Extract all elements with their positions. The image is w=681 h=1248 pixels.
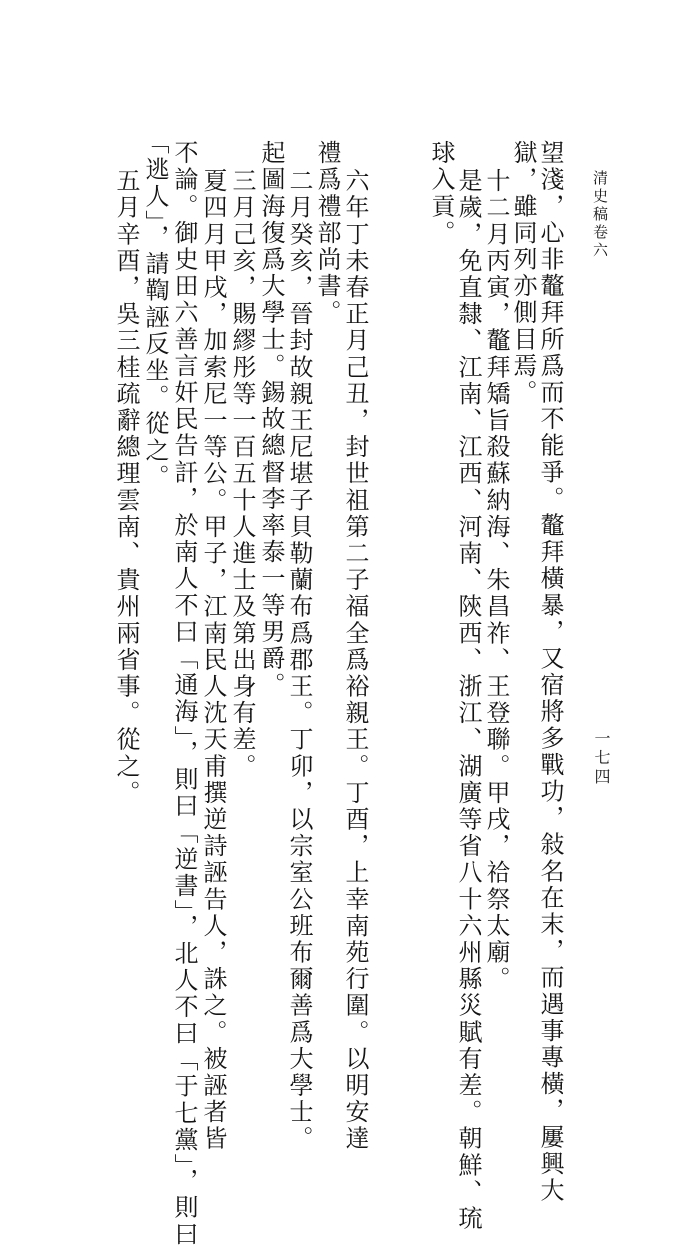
text-column-9: 起圖海復爲大學士。錫故總督李率泰一等男爵。 (257, 140, 285, 699)
text-column-2: 獄，雖同列亦側目焉。 (509, 140, 537, 406)
text-column-1: 望淺，心非鼇拜所爲而不能爭。鼇拜橫暴，又宿將多戰功，敍名在末，而遇事專橫，屢興大 (536, 140, 564, 1204)
text-column-6: 六年丁未春正月己丑，封世祖第二子福全爲裕親王。丁酉，上幸南苑行圍。以明安達 (341, 168, 369, 1153)
text-column-13: 「逃人」，請鞫誣反坐。從之。 (141, 130, 169, 491)
running-title: 清史稿卷六 (591, 170, 609, 260)
text-column-5: 球入貢。 (427, 140, 455, 247)
text-column-11: 夏四月甲戌，加索尼一等公。甲子，江南民人沈天甫撰逆詩誣告人，誅之。被誣者皆 (199, 168, 227, 1153)
page-number: 一七四 (592, 730, 611, 787)
text-column-4: 是歲，免直隸、江南、江西、河南、陝西、浙江、湖廣等省八十六州縣災賦有差。朝鮮、琉 (454, 168, 482, 1232)
text-column-10: 三月己亥，賜繆彤等一百五十人進士及第出身有差。 (228, 168, 256, 780)
text-column-12: 不論。御史田六善言奸民告訐，於南人不曰「通海」，則曰「逆書」，北人不曰「于七黨」，則曰 (170, 140, 198, 1248)
text-column-3: 十二月丙寅，鼇拜矯旨殺蘇納海、朱昌祚、王登聯。甲戌，祫祭太廟。 (482, 168, 510, 993)
text-column-7: 禮爲禮部尚書。 (313, 140, 341, 327)
text-column-8: 二月癸亥，晉封故親王尼堪子貝勒蘭布爲郡王。丁卯，以宗室公班布爾善爲大學士。 (285, 168, 313, 1153)
text-column-14: 五月辛酉，吳三桂疏辭總理雲南、貴州兩省事。從之。 (112, 168, 140, 807)
